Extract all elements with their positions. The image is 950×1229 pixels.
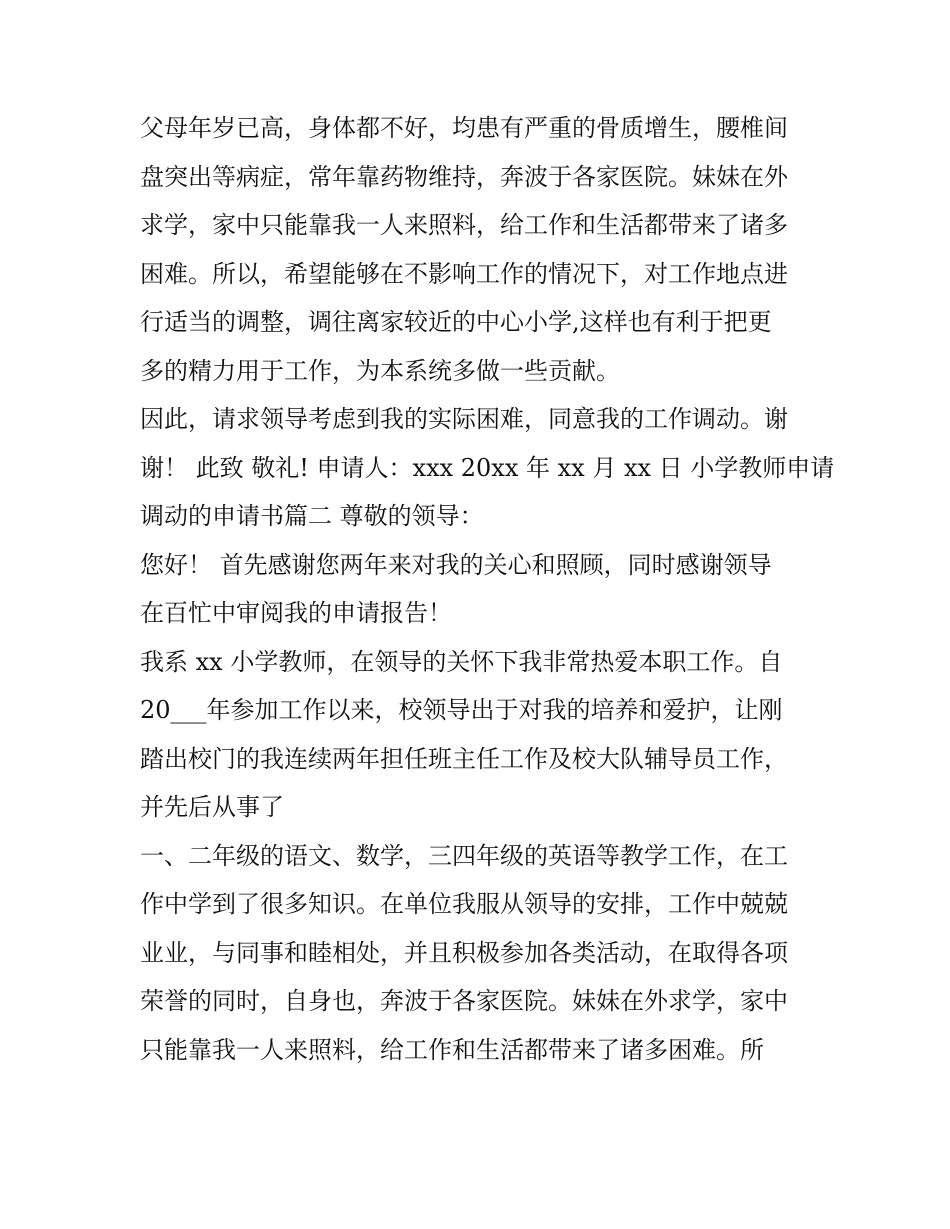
text-line: 调动的申请书篇二 尊敬的领导： [140, 502, 484, 530]
text-line: 因此，请求领导考虑到我的实际困难，同意我的工作调动。谢 [140, 405, 788, 433]
text-line: 荣誉的同时，自身也，奔波于各家医院。妹妹在外求学，家中 [140, 987, 788, 1015]
text-line: 谢！ 此致 敬礼! 申请人：xxx 20xx 年 xx 月 xx 日 小学教师申请 [140, 453, 835, 482]
text-line: 20___年参加工作以来，校领导出于对我的培养和爱护，让刚 [140, 696, 783, 724]
text-line: 只能靠我一人来照料，给工作和生活都带来了诸多困难。所 [140, 1035, 764, 1064]
text-line: 在百忙中审阅我的申请报告！ [140, 599, 452, 627]
text-line: 困难。所以，希望能够在不影响工作的情况下，对工作地点进 [140, 259, 788, 288]
text-line: 业业，与同事和睦相处，并且积极参加各类活动，在取得各项 [140, 938, 788, 967]
text-line: 多的精力用于工作，为本系统多做一些贡献。 [140, 356, 620, 385]
text-line: 父母年岁已高，身体都不好，均患有严重的骨质增生，腰椎间 [140, 114, 788, 142]
text-line: 踏出校门的我连续两年担任班主任工作及校大队辅导员工作， [140, 744, 788, 773]
document-body [140, 104, 835, 1074]
text-line: 您好！ 首先感谢您两年来对我的关心和照顾，同时感谢领导 [140, 550, 772, 579]
text-line: 一、二年级的语文、数学，三四年级的英语等教学工作，在工 [140, 841, 788, 870]
text-line: 并先后从事了 [140, 793, 284, 821]
text-line: 求学，家中只能靠我一人来照料，给工作和生活都带来了诸多 [140, 211, 788, 239]
text-line: 盘突出等病症，常年靠药物维持，奔波于各家医院。妹妹在外 [140, 162, 788, 191]
text-line: 行适当的调整，调往离家较近的中心小学,这样也有利于把更 [140, 308, 772, 336]
text-line: 我系 xx 小学教师，在领导的关怀下我非常热爱本职工作。自 [140, 647, 783, 676]
text-line: 作中学到了很多知识。在单位我服从领导的安排，工作中兢兢 [140, 890, 788, 918]
